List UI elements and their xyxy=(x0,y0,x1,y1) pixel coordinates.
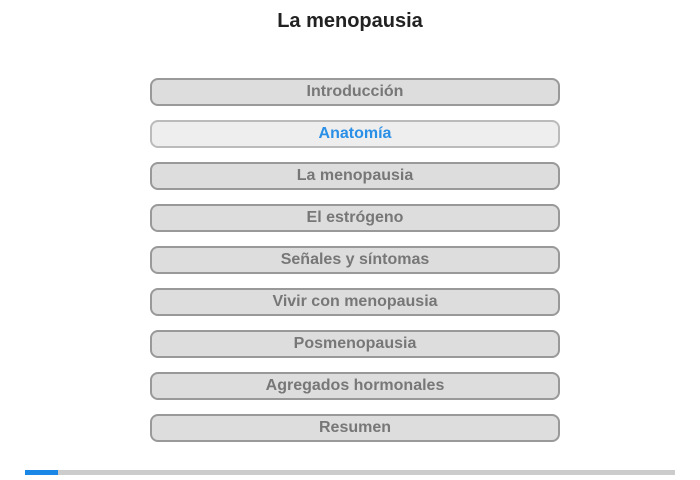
menu-item-introduccion[interactable]: Introducción xyxy=(150,78,560,106)
menu-item-anatomia[interactable]: Anatomía xyxy=(150,120,560,148)
menu-item-el-estrogeno[interactable]: El estrógeno xyxy=(150,204,560,232)
section-menu xyxy=(150,78,560,456)
page-title: La menopausia xyxy=(277,10,423,32)
menu-item-senales-y-sintomas[interactable]: Señales y síntomas xyxy=(150,246,560,274)
progress-fill xyxy=(25,470,58,475)
menu-item-agregados-hormonales[interactable]: Agregados hormonales xyxy=(150,372,560,400)
menu-item-la-menopausia[interactable]: La menopausia xyxy=(150,162,560,190)
progress-bar xyxy=(25,470,675,475)
menu-item-resumen[interactable]: Resumen xyxy=(150,414,560,442)
menu-item-posmenopausia[interactable]: Posmenopausia xyxy=(150,330,560,358)
menu-item-vivir-con-menopausia[interactable]: Vivir con menopausia xyxy=(150,288,560,316)
